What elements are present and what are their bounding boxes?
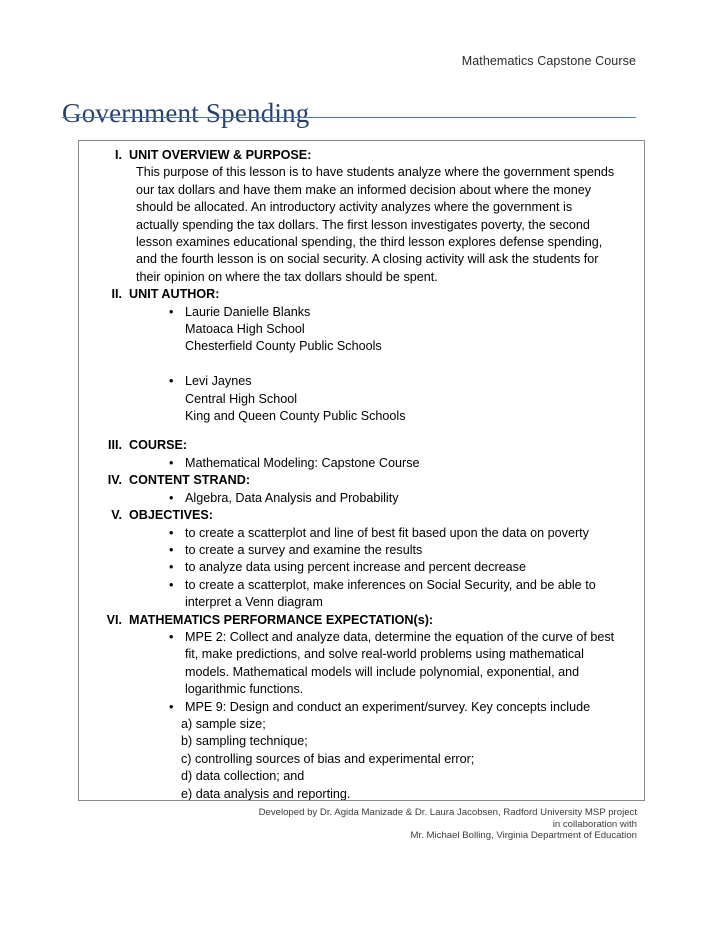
list-item: a) sample size; (181, 716, 266, 731)
footer-line-2: in collaboration with (552, 818, 637, 830)
list-item: d) data collection; and (181, 769, 305, 784)
page-title: Government Spending (62, 98, 310, 129)
section-numeral: VI. (106, 612, 122, 627)
title-divider (62, 117, 636, 118)
bullet-icon: • (169, 525, 174, 540)
bullet-icon: • (169, 304, 174, 319)
author-school: Matoaca High School (185, 322, 305, 337)
section-heading: COURSE: (129, 438, 188, 453)
list-item-label: to create a scatterplot, make inferences on Social Security, and be able to interpret a Venn diagram (185, 577, 596, 610)
list-item (169, 629, 622, 699)
section-course-heading (79, 437, 636, 454)
section-gap (79, 425, 636, 437)
footer-line-1: Developed by Dr. Agida Manizade & Dr. Laura Jacobsen, Radford University MSP project (258, 807, 637, 818)
mpe-list (79, 629, 636, 716)
list-item: c) controlling sources of bias and experimental error; (181, 751, 475, 766)
section-mpe-heading (79, 612, 636, 629)
list-item (169, 559, 622, 576)
unit-overview-paragraph: This purpose of this lesson is to have students analyze where the government spends our tax dollars and have them make an informed decision about where the money should be allocated. An introductory activity analyzes where the government is actually spending the tax dollars. The first lesson investigates poverty, the second lesson examines educational spending, the third lesson explores defense spending, and the fourth lesson is on social security. A closing activity will ask the students for their opinion on where the tax dollars should be spent. (136, 165, 615, 284)
author-school: Central High School (185, 391, 298, 406)
list-item: e) data analysis and reporting. (181, 786, 351, 801)
list-item (169, 525, 622, 542)
section-heading: CONTENT STRAND: (129, 473, 251, 488)
bullet-icon: • (169, 542, 174, 557)
unit-plan-content-box (78, 140, 645, 801)
list-item (169, 373, 622, 425)
section-heading: UNIT OVERVIEW & PURPOSE: (129, 148, 312, 162)
list-item-label: to create a survey and examine the results (185, 542, 423, 557)
bullet-icon: • (169, 577, 174, 592)
section-heading: OBJECTIVES: (129, 508, 213, 523)
author-district: King and Queen County Public Schools (185, 409, 406, 424)
section-numeral: V. (111, 508, 122, 523)
document-header (60, 54, 636, 68)
list-item: b) sampling technique; (181, 734, 308, 749)
list-item (169, 455, 622, 472)
mpe-9-subitems (79, 716, 636, 801)
document-footer (200, 807, 637, 842)
footer-line-3: Mr. Michael Bolling, Virginia Department of Education (410, 830, 637, 842)
bullet-icon: • (169, 699, 174, 714)
list-item-label: Algebra, Data Analysis and Probability (185, 490, 399, 505)
section-numeral: IV. (107, 473, 122, 488)
course-list (79, 455, 636, 472)
section-heading: MATHEMATICS PERFORMANCE EXPECTATION(s): (129, 612, 434, 627)
list-item (169, 542, 622, 559)
section-numeral: I. (115, 148, 122, 162)
list-item (169, 304, 622, 374)
content-strand-list (79, 490, 636, 507)
author-spacer (185, 356, 622, 373)
bullet-icon: • (169, 629, 174, 644)
list-item (169, 577, 622, 612)
section-heading: UNIT AUTHOR: (129, 287, 220, 302)
section-objectives-heading (79, 507, 636, 524)
bullet-icon: • (169, 455, 174, 470)
bullet-icon: • (169, 374, 174, 389)
list-item (169, 490, 622, 507)
list-item (169, 699, 622, 716)
list-item-label: to create a scatterplot and line of best fit based upon the data on poverty (185, 525, 589, 540)
author-name: Levi Jaynes (185, 374, 252, 389)
objectives-list (79, 525, 636, 612)
list-item-label: Mathematical Modeling: Capstone Course (185, 455, 420, 470)
author-name: Laurie Danielle Blanks (185, 304, 311, 319)
author-district: Chesterfield County Public Schools (185, 339, 382, 354)
section-unit-overview-heading (79, 147, 636, 164)
section-numeral: II. (111, 287, 122, 302)
bullet-icon: • (169, 560, 174, 575)
section-content-strand-heading (79, 472, 636, 489)
list-item-label: to analyze data using percent increase and percent decrease (185, 560, 526, 575)
mpe-2-text: MPE 2: Collect and analyze data, determine the equation of the curve of best fit, make predictions, and solve real-world problems using mathematical models. Mathematical models will include polynomial, exponential, and logarithmic functions. (185, 629, 615, 697)
mpe-9-text: MPE 9: Design and conduct an experiment/survey. Key concepts include (185, 699, 591, 714)
unit-author-list (79, 304, 636, 426)
bullet-icon: • (169, 490, 174, 505)
section-unit-author-heading (79, 286, 636, 303)
section-numeral: III. (108, 438, 122, 453)
course-label: Mathematics Capstone Course (461, 54, 636, 68)
